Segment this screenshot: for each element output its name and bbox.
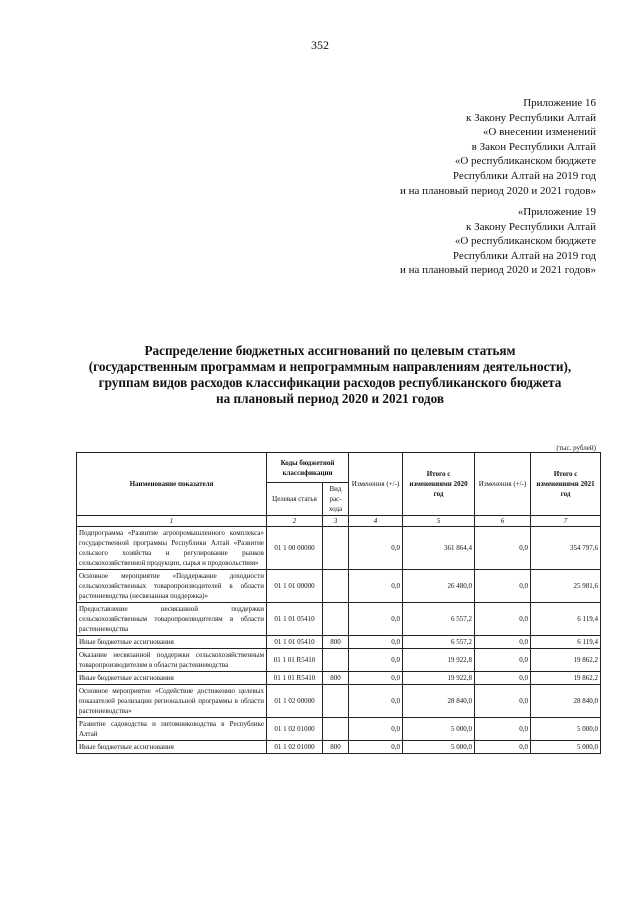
table-cell-total-2020: 19 922,8 — [403, 649, 475, 672]
title-line: Распределение бюджетных ассигнований по целевым статьям — [144, 343, 516, 358]
header-target: Целевая статья — [267, 483, 323, 516]
table-cell-change-2020: 0,0 — [349, 636, 403, 649]
table-cell-change-2021: 0,0 — [475, 603, 531, 636]
table-cell-kind: 800 — [323, 741, 349, 754]
table-cell-change-2021: 0,0 — [475, 718, 531, 741]
table-cell-total-2020: 19 922,8 — [403, 672, 475, 685]
table-cell-total-2020: 28 840,0 — [403, 685, 475, 718]
page-number: 352 — [311, 38, 329, 52]
table-row — [77, 636, 601, 649]
annex-16-header — [400, 96, 596, 198]
table-row — [77, 570, 601, 603]
table-cell-name: Развитие садоводства и питомниководства в Республике Алтай — [77, 718, 267, 741]
table-cell-total-2020: 361 864,4 — [403, 527, 475, 570]
table-cell-kind — [323, 527, 349, 570]
table-cell-target: 01 1 01 R5410 — [267, 649, 323, 672]
column-number: 1 — [77, 516, 267, 527]
annex-19-header — [400, 205, 596, 278]
table-cell-total-2020: 26 480,0 — [403, 570, 475, 603]
title-line: на плановый период 2020 и 2021 годов — [216, 391, 444, 406]
annex-line: в Закон Республики Алтай — [471, 140, 596, 153]
table-cell-total-2020: 5 000,0 — [403, 741, 475, 754]
annex-line: Приложение 16 — [523, 97, 596, 109]
table-cell-total-2021: 28 840,0 — [531, 685, 601, 718]
table-cell-change-2021: 0,0 — [475, 685, 531, 718]
annex-line: «О внесении изменений — [482, 126, 596, 139]
table-cell-kind — [323, 570, 349, 603]
table-cell-total-2020: 5 000,0 — [403, 718, 475, 741]
column-number: 2 — [267, 516, 323, 527]
table-cell-change-2020: 0,0 — [349, 527, 403, 570]
table-cell-total-2021: 6 119,4 — [531, 603, 601, 636]
table-cell-target: 01 1 00 00000 — [267, 527, 323, 570]
table-cell-change-2021: 0,0 — [475, 570, 531, 603]
column-number-row — [77, 516, 601, 527]
table-cell-total-2021: 19 862,2 — [531, 672, 601, 685]
header-codes: Коды бюджетной классификации — [267, 453, 349, 483]
title-line: группам видов расходов классификации расходов республиканского бюджета — [98, 375, 562, 390]
column-number: 4 — [349, 516, 403, 527]
title-line: (государственным программам и непрограммным направлениям деятельности), — [88, 359, 572, 374]
table-cell-change-2021: 0,0 — [475, 636, 531, 649]
budget-table — [76, 452, 601, 754]
annex-line: к Закону Республики Алтай — [466, 111, 596, 124]
table-cell-target: 01 1 02 00000 — [267, 685, 323, 718]
header-name: Наименование показателя — [77, 453, 267, 516]
header-kind: Вид рас-хода — [323, 483, 349, 516]
table-cell-target: 01 1 01 05410 — [267, 636, 323, 649]
column-number: 7 — [531, 516, 601, 527]
annex-line: к Закону Республики Алтай — [466, 220, 596, 233]
table-cell-kind — [323, 603, 349, 636]
header-change-2020: Изменения (+/-) — [349, 453, 403, 516]
table-row — [77, 527, 601, 570]
table-cell-total-2021: 25 981,6 — [531, 570, 601, 603]
annex-line: Республики Алтай на 2019 год — [452, 249, 596, 262]
table-cell-change-2020: 0,0 — [349, 570, 403, 603]
table-row — [77, 672, 601, 685]
column-number: 3 — [323, 516, 349, 527]
column-number: 5 — [403, 516, 475, 527]
table-cell-change-2020: 0,0 — [349, 718, 403, 741]
table-row — [77, 741, 601, 754]
table-cell-change-2021: 0,0 — [475, 741, 531, 754]
table-cell-target: 01 1 01 R5410 — [267, 672, 323, 685]
table-cell-total-2020: 6 557,2 — [403, 603, 475, 636]
document-title — [60, 343, 600, 407]
table-cell-target: 01 1 01 00000 — [267, 570, 323, 603]
table-cell-kind — [323, 649, 349, 672]
table-cell-total-2021: 6 119,4 — [531, 636, 601, 649]
table-cell-change-2020: 0,0 — [349, 741, 403, 754]
table-cell-name: Иные бюджетные ассигнования — [77, 741, 267, 754]
table-cell-name: Предоставление несвязанной поддержки сельскохозяйственным товаропроизводителям в области растениеводства — [77, 603, 267, 636]
table-cell-name: Иные бюджетные ассигнования — [77, 636, 267, 649]
table-cell-change-2020: 0,0 — [349, 685, 403, 718]
table-cell-total-2020: 6 557,2 — [403, 636, 475, 649]
header-total-2021: Итого с изменениями 2021 год — [531, 453, 601, 516]
header-total-2020: Итого с изменениями 2020 год — [403, 453, 475, 516]
column-number: 6 — [475, 516, 531, 527]
annex-line: «О республиканском бюджете — [454, 155, 596, 168]
table-cell-total-2021: 19 862,2 — [531, 649, 601, 672]
table-cell-change-2021: 0,0 — [475, 527, 531, 570]
table-cell-total-2021: 5 000,0 — [531, 718, 601, 741]
table-cell-target: 01 1 02 01000 — [267, 718, 323, 741]
annex-line: «О республиканском бюджете — [454, 235, 596, 248]
table-cell-name: Основное мероприятие «Содействие достижению целевых показателей реализации региональной программы в области растениеводства» — [77, 685, 267, 718]
units-label: (тыс. рублей) — [556, 444, 596, 452]
table-cell-change-2021: 0,0 — [475, 649, 531, 672]
annex-line: «Приложение 19 — [517, 206, 596, 218]
table-row — [77, 685, 601, 718]
table-cell-change-2021: 0,0 — [475, 672, 531, 685]
table-cell-change-2020: 0,0 — [349, 649, 403, 672]
table-row — [77, 649, 601, 672]
table-row — [77, 718, 601, 741]
table-cell-name: Иные бюджетные ассигнования — [77, 672, 267, 685]
table-cell-kind: 800 — [323, 672, 349, 685]
table-cell-target: 01 1 01 05410 — [267, 603, 323, 636]
table-cell-name: Подпрограмма «Развитие агропромышленного комплекса» государственной программы Республики Алтай «Развитие сельского хозяйства и регулирование рынков сельскохозяйственной продукции, сырья и продовольствия» — [77, 527, 267, 570]
annex-line: Республики Алтай на 2019 год — [452, 169, 596, 182]
table-cell-change-2020: 0,0 — [349, 603, 403, 636]
table-cell-kind: 800 — [323, 636, 349, 649]
table-cell-change-2020: 0,0 — [349, 672, 403, 685]
table-cell-target: 01 1 02 01000 — [267, 741, 323, 754]
table-cell-kind — [323, 718, 349, 741]
table-cell-name: Основное мероприятие «Поддержание доходности сельскохозяйственных товаропроизводителей в области растениеводства (несвязанная поддержка)» — [77, 570, 267, 603]
table-cell-kind — [323, 685, 349, 718]
table-cell-name: Оказание несвязанной поддержки сельскохозяйственным товаропроизводителям в области растениеводства — [77, 649, 267, 672]
header-change-2021: Изменения (+/-) — [475, 453, 531, 516]
annex-line: и на плановый период 2020 и 2021 годов» — [399, 264, 596, 277]
table-row — [77, 603, 601, 636]
annex-line: и на плановый период 2020 и 2021 годов» — [399, 184, 596, 197]
table-cell-total-2021: 354 797,6 — [531, 527, 601, 570]
table-cell-total-2021: 5 000,0 — [531, 741, 601, 754]
